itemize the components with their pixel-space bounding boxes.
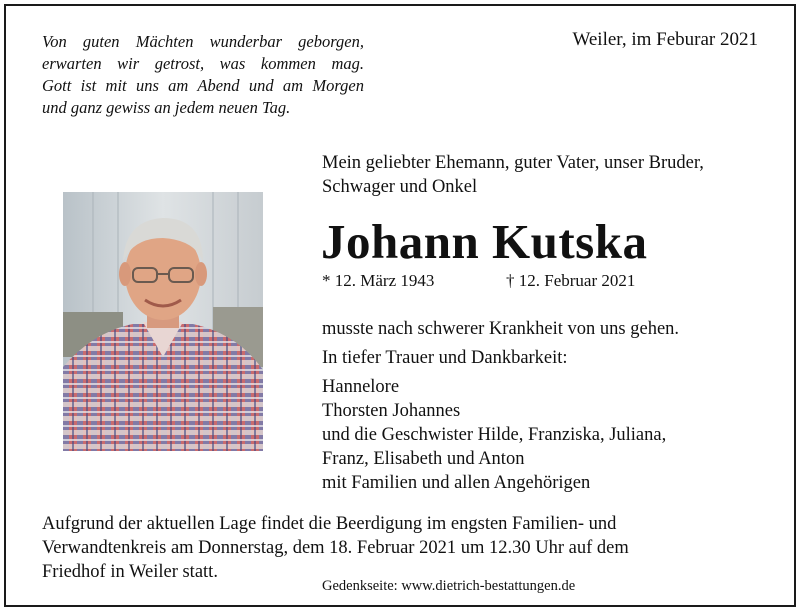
poem-quote <box>42 31 364 119</box>
mourning-line: In tiefer Trauer und Dankbarkeit: <box>322 348 568 368</box>
portrait-photo <box>63 192 263 451</box>
portrait-image <box>63 192 263 451</box>
notice-line: Verwandtenkreis am Donnerstag, dem 18. Februar 2021 um 12.30 Uhr auf dem <box>42 538 629 558</box>
poem-line: Von guten Mächten wunderbar geborgen, <box>42 32 364 51</box>
death-date: † 12. Februar 2021 <box>506 271 636 290</box>
intro-text <box>322 151 704 199</box>
mourner-line: Hannelore <box>322 377 400 397</box>
mourner-line: und die Geschwister Hilde, Franziska, Juliana, <box>322 425 667 445</box>
deceased-name: Johann Kutska <box>321 214 648 269</box>
intro-line: Schwager und Onkel <box>322 177 478 197</box>
mourner-line: Franz, Elisabeth und Anton <box>322 449 525 469</box>
mourner-line: Thorsten Johannes <box>322 401 461 421</box>
mourner-line: mit Familien und allen Angehörigen <box>322 473 591 493</box>
place-date: Weiler, im Feburar 2021 <box>572 29 758 50</box>
mourning-text <box>322 317 679 495</box>
poem-line: erwarten wir getrost, was kommen mag. <box>42 54 364 73</box>
intro-line: Mein geliebter Ehemann, guter Vater, unser Bruder, <box>322 153 704 173</box>
passed-line: musste nach schwerer Krankheit von uns gehen. <box>322 319 680 339</box>
poem-line: und ganz gewiss an jedem neuen Tag. <box>42 98 291 117</box>
notice-line: Aufgrund der aktuellen Lage findet die Beerdigung im engsten Familien- und <box>42 514 617 534</box>
notice-line: Friedhof in Weiler statt. <box>42 562 218 582</box>
poem-line: Gott ist mit uns am Abend und am Morgen <box>42 76 364 95</box>
funeral-notice <box>42 512 629 584</box>
memorial-website: Gedenkseite: www.dietrich-bestattungen.de <box>322 578 576 594</box>
birth-date: * 12. März 1943 <box>322 271 435 290</box>
